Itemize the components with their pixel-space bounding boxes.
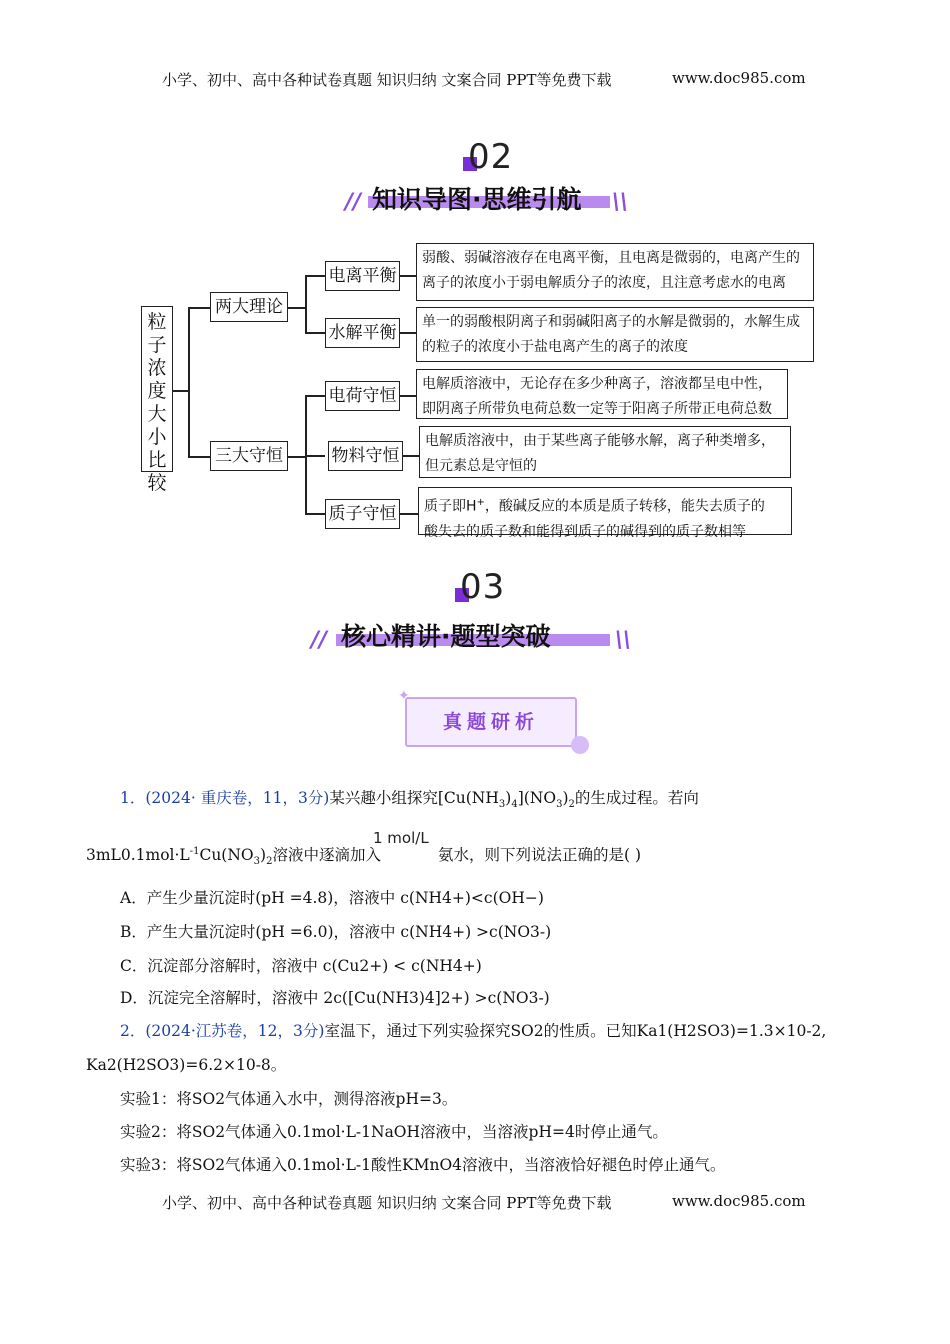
branch-conservation: [210, 441, 288, 471]
connector: [305, 513, 325, 515]
sub: 3: [253, 856, 261, 868]
desc-proton: [418, 487, 792, 540]
desc-material: [419, 426, 791, 478]
sub: 3: [556, 799, 563, 811]
connector: [400, 275, 416, 277]
branch-conservation-label: 三大守恒: [215, 446, 283, 466]
header-site: www.doc985.com: [672, 69, 806, 87]
q1-option-a: A．产生少量沉淀时(pH =4.8)，溶液中 c(NH4+)<c(OH−): [120, 889, 544, 907]
desc-line: 即阴离子所带负电荷总数一定等于阳离子所带正电荷总数: [422, 401, 772, 417]
mindmap-root: [141, 306, 173, 494]
connector: [400, 332, 416, 334]
connector: [305, 332, 325, 334]
footer-text: 小学、初中、高中各种试卷真题 知识归纳 文案合同 PPT等免费下载: [162, 1194, 612, 1212]
slash-decoration-right: \\: [615, 628, 632, 653]
q1-stem: 3mL0.1mol·L: [86, 846, 190, 864]
q1-line2-end: 氨水，则下列说法正确的是( ): [438, 846, 642, 864]
q2-experiment-2: 实验2：将SO2气体通入0.1mol·L-1NaOH溶液中，当溶液pH=4时停止通气。: [120, 1123, 668, 1141]
sub: 3: [498, 799, 506, 811]
q1-stem: Cu(NO: [199, 846, 254, 864]
node-hydrolysis-equilibrium: [325, 318, 400, 348]
q1-number: 1．: [120, 789, 146, 807]
desc-line: 电解质溶液中，由于某些离子能够水解，离子种类增多，: [425, 433, 775, 449]
branch-theory-label: 两大理论: [215, 297, 283, 317]
connector: [288, 456, 306, 458]
section-2-title: 知识导图·思维引航: [372, 185, 582, 214]
connector: [188, 307, 210, 309]
sub: 2: [568, 799, 575, 811]
sub: 2: [266, 856, 273, 868]
desc-sup: +: [476, 497, 485, 508]
slash-decoration-left: //: [345, 190, 362, 215]
node-material-conservation: [328, 441, 403, 471]
q2-source: (2024·江苏卷，12，3分): [145, 1022, 325, 1040]
q1-stem: 的生成过程。若向: [574, 789, 699, 807]
connector: [403, 455, 419, 457]
q1-line2: [86, 843, 381, 867]
q1-stem: ): [562, 789, 569, 807]
q2-experiment-1: 实验1：将SO2气体通入水中，测得溶液pH=3。: [120, 1090, 458, 1108]
q1-source: (2024· 重庆卷，11，3分): [145, 789, 330, 807]
node-material-label: 物料守恒: [331, 446, 400, 466]
q1-stem: ): [505, 789, 512, 807]
sparkle-icon: ✦: [398, 688, 410, 704]
q1-stem: 某兴趣小组探究[Cu(NH: [329, 789, 499, 807]
slash-decoration-left: //: [311, 628, 328, 653]
connector: [400, 513, 418, 515]
branch-theory: [210, 292, 288, 322]
desc-line: [424, 490, 786, 520]
q1-line1: [120, 786, 699, 810]
connector: [188, 456, 210, 458]
sub: 4: [511, 799, 518, 811]
connector: [305, 455, 325, 457]
connector: [305, 395, 325, 397]
node-ionization-equilibrium: [325, 261, 400, 291]
desc-charge: [416, 369, 788, 419]
desc-line: 电解质溶液中，无论存在多少种离子，溶液都呈电中性，: [422, 376, 772, 392]
section-3-title: 核心精讲·题型突破: [341, 622, 551, 651]
node-hydrolysis-label: 水解平衡: [328, 323, 397, 343]
q2-line2: Ka2(H2SO3)=6.2×10-8。: [86, 1056, 287, 1074]
q2-stem: 室温下，通过下列实验探究SO2的性质。已知Ka1(H2SO3)=1.3×10-2,: [324, 1022, 827, 1040]
desc-part: 质子即H: [424, 498, 477, 515]
connector: [305, 275, 325, 277]
desc-ionization: [416, 243, 814, 301]
q2-experiment-3: 实验3：将SO2气体通入0.1mol·L-1酸性KMnO4溶液中，当溶液恰好褪色时停止通气。: [120, 1156, 726, 1174]
badge-label: 真题研析: [442, 711, 539, 733]
badge-real-exam: [405, 697, 577, 747]
desc-line: 酸失去的质子数和能得到质子的碱得到的质子数相等: [424, 523, 746, 540]
node-ionization-label: 电离平衡: [328, 266, 397, 286]
header-text: 小学、初中、高中各种试卷真题 知识归纳 文案合同 PPT等免费下载: [162, 71, 612, 89]
node-charge-conservation: [325, 381, 400, 411]
footer-site: www.doc985.com: [672, 1192, 806, 1210]
q1-option-d: D．沉淀完全溶解时，溶液中 2c([Cu(NH3)4]2+) >c(NO3-): [120, 989, 550, 1007]
q1-option-b: B．产生大量沉淀时(pH =6.0)，溶液中 c(NH4+) >c(NO3-): [120, 923, 552, 941]
section-3-number: 03: [460, 567, 506, 607]
mindmap-root-label: 粒子浓度大小比较: [147, 311, 167, 494]
desc-line: 的粒子的浓度小于盐电离产生的离子的浓度: [422, 339, 688, 355]
q1-option-c: C．沉淀部分溶解时，溶液中 c(Cu2+) < c(NH4+): [120, 957, 482, 975]
connector: [305, 275, 307, 333]
desc-line: 弱酸、弱碱溶液存在电离平衡，且电离是微弱的，电离产生的: [422, 250, 800, 266]
slash-decoration-right: \\: [612, 190, 629, 215]
circle-decoration-icon: [571, 736, 589, 754]
q1-stem: 溶液中逐滴加入: [272, 846, 381, 864]
connector: [288, 307, 306, 309]
node-proton-conservation: [325, 499, 400, 529]
q1-stem: ): [260, 846, 267, 864]
connector: [188, 307, 190, 457]
desc-hydrolysis: [416, 307, 814, 362]
desc-part: ，酸碱反应的本质是质子转移，能失去质子的: [484, 498, 765, 515]
connector: [400, 395, 416, 397]
node-proton-label: 质子守恒: [328, 504, 397, 524]
desc-line: 但元素总是守恒的: [425, 458, 537, 474]
section-2-number: 02: [468, 137, 514, 177]
desc-line: 单一的弱酸根阴离子和弱碱阳离子的水解是微弱的，水解生成: [422, 314, 800, 330]
sup: -1: [189, 845, 200, 857]
node-charge-label: 电荷守恒: [328, 386, 397, 406]
q1-stem: ](NO: [517, 789, 557, 807]
q2-number: 2．: [120, 1022, 146, 1040]
connector: [173, 390, 189, 392]
desc-line: 离子的浓度小于弱电解质分子的浓度，且注意考虑水的电离: [422, 275, 786, 291]
q1-concentration: 1 mol/L: [373, 829, 429, 847]
q2-line1: [120, 1019, 826, 1041]
